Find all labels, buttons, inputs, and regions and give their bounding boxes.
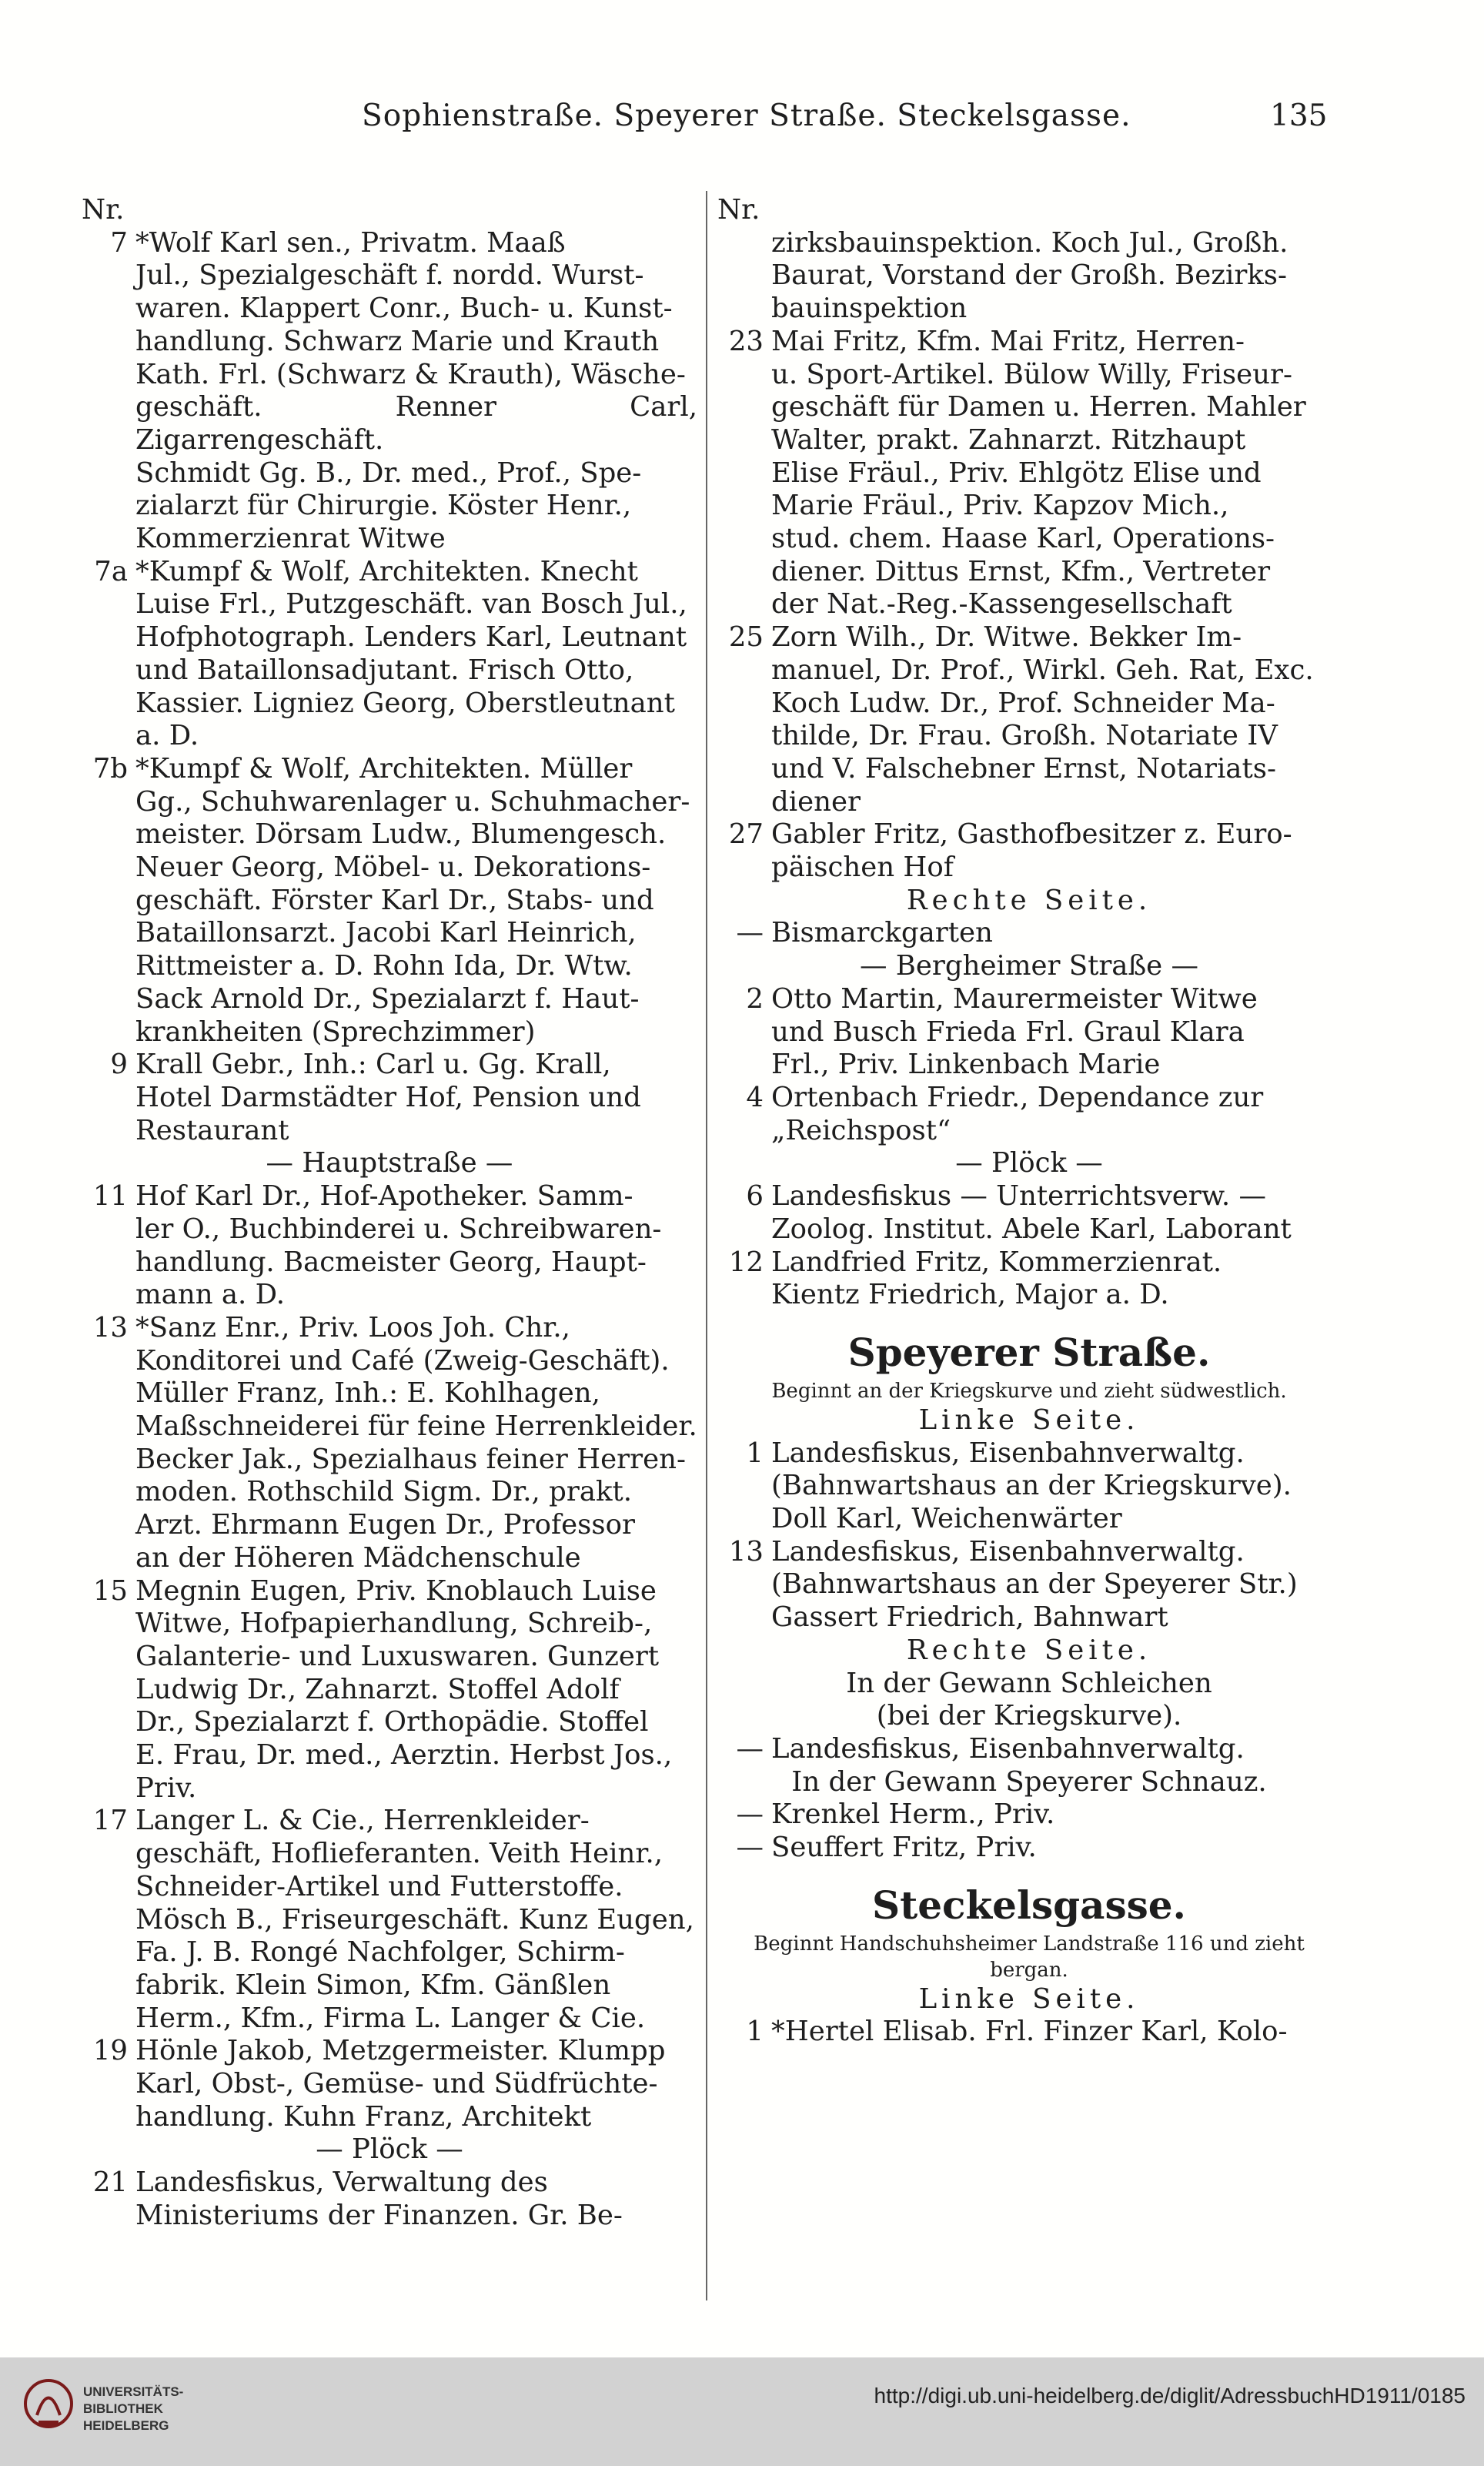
entry-line: päischen Hof: [771, 852, 954, 884]
entry-text: [771, 1798, 1341, 1832]
cross-street-separator: — Bergheimer Straße —: [860, 950, 1198, 982]
gewann-subheading: (bei der Kriegskurve).: [876, 1700, 1182, 1732]
side-heading: Rechte Seite.: [906, 884, 1152, 916]
house-number: 1: [746, 1437, 764, 1469]
entry-line: handlung. Bacmeister Georg, Haupt-: [135, 1246, 647, 1278]
address-entry: [82, 1049, 697, 1147]
entry-line: Galanterie- und Luxuswaren. Gunzert: [135, 1640, 660, 1672]
house-number: 12: [728, 1246, 764, 1278]
house-number: 9: [110, 1049, 128, 1081]
entry-line: Kassier. Ligniez Georg, Oberstleutnant: [135, 687, 675, 719]
entry-line: Frl., Priv. Linkenbach Marie: [771, 1049, 1161, 1081]
entry-text: [771, 983, 1341, 1082]
address-entry: [82, 2035, 697, 2133]
entry-line: krankheiten (Sprechzimmer): [135, 1016, 536, 1048]
entry-text: [771, 1832, 1341, 1865]
cross-street-separator: — Plöck —: [316, 2133, 463, 2166]
entry-line: diener: [771, 785, 861, 818]
entry-text: [771, 1733, 1341, 1766]
cross-street-separator: — Plöck —: [955, 1147, 1103, 1179]
street-title: Steckelsgasse.: [872, 1882, 1186, 1928]
address-entry: [717, 326, 1341, 621]
address-entry: [82, 227, 697, 556]
entry-line: Arzt. Ehrmann Eugen Dr., Professor: [135, 1509, 635, 1541]
entry-line: E. Frau, Dr. med., Aerztin. Herbst Jos.,: [135, 1739, 673, 1772]
entry-line: geschäft. Renner Carl, Zigarrengeschäft.: [135, 391, 697, 456]
entry-line: Landesfiskus — Unterrichtsverw. —: [771, 1180, 1266, 1213]
entry-line: Bataillonsarzt. Jacobi Karl Heinrich,: [135, 917, 637, 949]
house-number: 7: [110, 226, 128, 259]
entry-line: Zoolog. Institut. Abele Karl, Laborant: [771, 1213, 1292, 1245]
entry-text: [135, 2035, 697, 2133]
entry-text: [135, 1180, 697, 1312]
entry-line: Fa. J. B. Rongé Nachfolger, Schirm-: [135, 1936, 625, 1969]
house-number: 13: [92, 1311, 128, 1343]
entry-line: Marie Fräul., Priv. Kapzov Mich.,: [771, 490, 1229, 522]
entry-line: Seuffert Fritz, Priv.: [771, 1832, 1037, 1864]
entry-line: Schmidt Gg. B., Dr. med., Prof., Spe-: [135, 457, 642, 489]
address-entry: [82, 1312, 697, 1575]
entry-line: Kommerzienrat Witwe: [135, 523, 446, 555]
logo-line: UNIVERSITÄTS-: [83, 2384, 184, 2399]
cross-street-separator: — Hauptstraße —: [266, 1147, 513, 1179]
entry-line: *Hertel Elisab. Frl. Finzer Karl, Kolo-: [771, 2016, 1288, 2048]
entry-line: Witwe, Hofpapierhandlung, Schreib-,: [135, 1608, 653, 1640]
gewann-heading: In der Gewann Speyerer Schnauz.: [791, 1765, 1267, 1798]
entry-text: [135, 556, 697, 753]
address-entry: [717, 983, 1341, 1082]
entry-text: [771, 1180, 1341, 1246]
entry-line: Landesfiskus, Eisenbahnverwaltg.: [771, 1437, 1245, 1469]
entry-line: ler O., Buchbinderei u. Schreibwaren-: [135, 1213, 662, 1245]
entry-line: handlung. Schwarz Marie und Krauth: [135, 325, 660, 357]
house-number: —: [736, 1832, 764, 1864]
entry-line: Kientz Friedrich, Major a. D.: [771, 1279, 1169, 1311]
entry-line: Dr., Spezialarzt f. Orthopädie. Stoffel: [135, 1706, 649, 1738]
entry-line: *Sanz Enr., Priv. Loos Joh. Chr.,: [135, 1311, 570, 1343]
entry-text: [135, 227, 697, 556]
entry-line: mann a. D.: [135, 1279, 286, 1311]
column-nr-label: Nr.: [717, 194, 760, 226]
entry-line: (Bahnwartshaus an der Kriegskurve).: [771, 1470, 1292, 1502]
entry-line: stud. chem. Haase Karl, Operations-: [771, 523, 1275, 555]
entry-line: *Kumpf & Wolf, Architekten. Knecht: [135, 555, 638, 587]
entry-line: und Bataillonsadjutant. Frisch Otto,: [135, 654, 634, 686]
logo-line: HEIDELBERG: [83, 2418, 169, 2433]
entry-line: Walter, prakt. Zahnarzt. Ritzhaupt: [771, 423, 1246, 456]
house-number: 13: [728, 1535, 764, 1568]
entry-text: [771, 2016, 1341, 2049]
entry-line: Kath. Frl. (Schwarz & Krauth), Wäsche-: [135, 358, 686, 390]
address-entry: [82, 2167, 697, 2232]
entry-line: handlung. Kuhn Franz, Architekt: [135, 2100, 592, 2133]
entry-line: Rittmeister a. D. Rohn Ida, Dr. Wtw.: [135, 950, 633, 982]
running-header: Sophienstraße. Speyerer Straße. Steckelsgasse.: [362, 99, 1131, 133]
entry-line: Baurat, Vorstand der Großh. Bezirks-: [771, 259, 1288, 292]
address-entry: [82, 556, 697, 753]
entry-line: Ludwig Dr., Zahnarzt. Stoffel Adolf: [135, 1673, 620, 1705]
house-number: 11: [92, 1180, 128, 1213]
house-number: —: [736, 1732, 764, 1765]
entry-line: geschäft für Damen u. Herren. Mahler: [771, 391, 1306, 423]
address-entry: [717, 917, 1341, 950]
street-subtitle: Beginnt an der Kriegskurve und zieht südwestlich.: [771, 1379, 1287, 1403]
entry-line: Hotel Darmstädter Hof, Pension und: [135, 1081, 641, 1113]
address-entry: [717, 1733, 1341, 1766]
entry-line: Hof Karl Dr., Hof-Apotheker. Samm-: [135, 1180, 633, 1213]
entry-text: [771, 1437, 1341, 1536]
entry-line: Sack Arnold Dr., Spezialarzt f. Haut-: [135, 982, 640, 1015]
house-number: —: [736, 917, 764, 949]
entry-line: Karl, Obst-, Gemüse- und Südfrüchte-: [135, 2068, 658, 2100]
address-entry: [82, 1805, 697, 2035]
address-entry: [717, 1437, 1341, 1536]
address-entry: [82, 753, 697, 1049]
house-number: —: [736, 1798, 764, 1831]
entry-text: [771, 1536, 1341, 1635]
column-divider: [706, 191, 707, 2300]
side-heading: Linke Seite.: [918, 1404, 1140, 1436]
entry-line: Langer L. & Cie., Herrenkleider-: [135, 1805, 590, 1837]
address-entry: [717, 818, 1341, 884]
entry-line: „Reichspost“: [771, 1114, 951, 1146]
entry-line: Restaurant: [135, 1114, 289, 1146]
entry-line: Neuer Georg, Möbel- u. Dekorations-: [135, 852, 651, 884]
entry-line: (Bahnwartshaus an der Speyerer Str.): [771, 1568, 1298, 1601]
address-entry: [82, 1575, 697, 1805]
entry-text: [771, 1246, 1341, 1312]
house-number: 4: [746, 1081, 764, 1113]
entry-line: Priv.: [135, 1772, 197, 1804]
entry-line: und Busch Frieda Frl. Graul Klara: [771, 1016, 1245, 1048]
house-number: 23: [728, 325, 764, 357]
right-column: [717, 194, 1341, 2049]
entry-line: bauinspektion: [771, 293, 968, 325]
address-entry: [717, 621, 1341, 818]
entry-line: Otto Martin, Maurermeister Witwe: [771, 982, 1258, 1015]
entry-line: und V. Falschebner Ernst, Notariats-: [771, 752, 1276, 785]
entry-line: Jul., Spezialgeschäft f. nordd. Wurst-: [135, 259, 644, 292]
house-number: 17: [92, 1805, 128, 1837]
entry-line: geschäft. Förster Karl Dr., Stabs- und: [135, 884, 654, 916]
house-number: 6: [746, 1180, 764, 1213]
entry-line: an der Höheren Mädchenschule: [135, 1541, 581, 1574]
entry-line: geschäft, Hoflieferanten. Veith Heinr.,: [135, 1838, 663, 1870]
entry-line: Hönle Jakob, Metzgermeister. Klumpp: [135, 2035, 666, 2067]
entry-text: [135, 753, 697, 1049]
house-number: 7b: [92, 752, 128, 785]
viewer-footer: [0, 2357, 1484, 2466]
entry-text: [771, 326, 1341, 621]
house-number: 7a: [94, 555, 128, 587]
entry-line: meister. Dörsam Ludw., Blumengesch.: [135, 818, 667, 851]
entry-line: Landesfiskus, Eisenbahnverwaltg.: [771, 1732, 1245, 1765]
address-entry: [717, 1082, 1341, 1147]
page-number: 135: [1270, 99, 1328, 133]
house-number: 1: [746, 2016, 764, 2048]
entry-text: [135, 1575, 697, 1805]
entry-line: a. D.: [135, 720, 199, 752]
address-entry: [717, 227, 1341, 326]
house-number: 2: [746, 982, 764, 1015]
address-entry: [717, 1832, 1341, 1865]
entry-line: Gassert Friedrich, Bahnwart: [771, 1601, 1168, 1634]
entry-text: [135, 2167, 697, 2232]
entry-line: Hofphotograph. Lenders Karl, Leutnant: [135, 621, 687, 654]
entry-line: u. Sport-Artikel. Bülow Willy, Friseur-: [771, 358, 1292, 390]
street-title: Speyerer Straße.: [847, 1329, 1211, 1375]
entry-line: Konditorei und Café (Zweig-Geschäft).: [135, 1344, 670, 1377]
house-number: 21: [92, 2167, 128, 2199]
side-heading: Rechte Seite.: [906, 1634, 1152, 1666]
entry-line: Gg., Schuhwarenlager u. Schuhmacher-: [135, 785, 690, 818]
entry-line: *Wolf Karl sen., Privatm. Maaß: [135, 226, 566, 259]
entry-line: Ministeriums der Finanzen. Gr. Be-: [135, 2199, 623, 2231]
entry-line: *Kumpf & Wolf, Architekten. Müller: [135, 752, 633, 785]
entry-text: [135, 1049, 697, 1147]
entry-line: Bismarckgarten: [771, 917, 993, 949]
entry-line: Megnin Eugen, Priv. Knoblauch Luise: [135, 1574, 657, 1607]
house-number: 19: [92, 2035, 128, 2067]
house-number: 25: [728, 621, 764, 654]
entry-text: [771, 818, 1341, 884]
university-library-logo-icon: [22, 2373, 75, 2442]
entry-line: waren. Klappert Conr., Buch- u. Kunst-: [135, 293, 673, 325]
entry-line: Mösch B., Friseurgeschäft. Kunz Eugen,: [135, 1903, 694, 1936]
entry-line: Müller Franz, Inh.: E. Kohlhagen,: [135, 1377, 600, 1410]
street-subtitle: Beginnt Handschuhsheimer Landstraße 116 und zieht bergan.: [754, 1932, 1305, 1982]
entry-line: zialarzt für Chirurgie. Köster Henr.,: [135, 490, 632, 522]
column-nr-label: Nr.: [82, 194, 125, 226]
address-entry: [717, 1536, 1341, 1635]
entry-text: [135, 1312, 697, 1575]
entry-line: Gabler Fritz, Gasthofbesitzer z. Euro-: [771, 818, 1292, 851]
entry-line: Ortenbach Friedr., Dependance zur: [771, 1081, 1264, 1113]
entry-text: [135, 1805, 697, 2035]
entry-line: zirksbauinspektion. Koch Jul., Großh.: [771, 226, 1288, 259]
entry-line: Mai Fritz, Kfm. Mai Fritz, Herren-: [771, 325, 1245, 357]
address-entry: [717, 1180, 1341, 1246]
entry-line: Landfried Fritz, Kommerzienrat.: [771, 1246, 1222, 1278]
entry-line: thilde, Dr. Frau. Großh. Notariate IV: [771, 720, 1278, 752]
entry-line: diener. Dittus Ernst, Kfm., Vertreter: [771, 555, 1271, 587]
source-url-link[interactable]: http://digi.ub.uni-heidelberg.de/diglit/AdressbuchHD1911/0185: [874, 2384, 1466, 2407]
entry-line: fabrik. Klein Simon, Kfm. Gänßlen: [135, 1969, 611, 2001]
house-number: 15: [92, 1574, 128, 1607]
address-entry: [717, 1798, 1341, 1832]
entry-line: manuel, Dr. Prof., Wirkl. Geh. Rat, Exc.: [771, 654, 1314, 686]
entry-line: der Nat.-Reg.-Kassengesellschaft: [771, 588, 1232, 621]
entry-line: Schneider-Artikel und Futterstoffe.: [135, 1870, 623, 1902]
left-column: [82, 194, 697, 2233]
entry-text: [771, 621, 1341, 818]
entry-line: Luise Frl., Putzgeschäft. van Bosch Jul.,: [135, 588, 687, 621]
library-logo-text: [83, 2384, 183, 2434]
entry-line: Krall Gebr., Inh.: Carl u. Gg. Krall,: [135, 1049, 611, 1081]
side-heading: Linke Seite.: [918, 1983, 1140, 2015]
entry-line: Zorn Wilh., Dr. Witwe. Bekker Im-: [771, 621, 1242, 654]
entry-line: moden. Rothschild Sigm. Dr., prakt.: [135, 1476, 633, 1508]
address-entry: [717, 1246, 1341, 1312]
address-entry: [717, 2016, 1341, 2049]
entry-line: Koch Ludw. Dr., Prof. Schneider Ma-: [771, 687, 1275, 719]
entry-text: [771, 227, 1341, 326]
entry-text: [771, 1082, 1341, 1147]
address-entry: [82, 1180, 697, 1312]
entry-line: Maßschneiderei für feine Herrenkleider.: [135, 1410, 697, 1443]
entry-line: Doll Karl, Weichenwärter: [771, 1503, 1122, 1535]
gewann-heading: In der Gewann Schleichen: [846, 1667, 1212, 1699]
logo-line: BIBLIOTHEK: [83, 2401, 163, 2416]
entry-line: Landesfiskus, Eisenbahnverwaltg.: [771, 1535, 1245, 1568]
entry-line: Krenkel Herm., Priv.: [771, 1798, 1055, 1831]
entry-text: [771, 917, 1341, 950]
entry-line: Landesfiskus, Verwaltung des: [135, 2167, 548, 2199]
house-number: 27: [728, 818, 764, 851]
entry-line: Herm., Kfm., Firma L. Langer & Cie.: [135, 2002, 646, 2034]
entry-line: Elise Fräul., Priv. Ehlgötz Elise und: [771, 457, 1262, 489]
entry-line: Becker Jak., Spezialhaus feiner Herren-: [135, 1443, 686, 1475]
